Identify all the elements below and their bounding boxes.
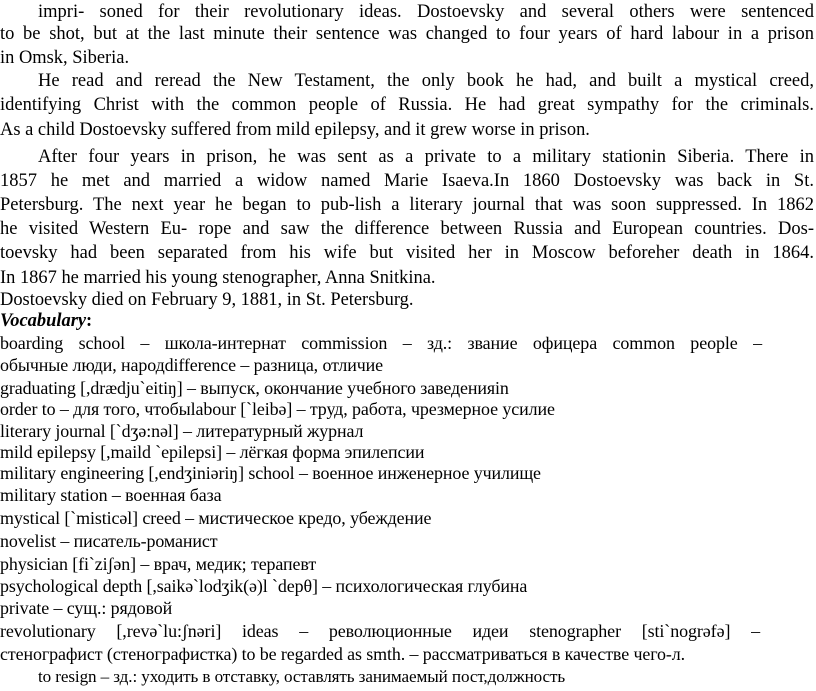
vocab-line: graduating [,drædju`eitiŋ] – выпуск, окончание учебного заведенияin bbox=[0, 378, 509, 398]
text-line: After four years in prison, he was sent as a private to a military stationin Siberia. There in bbox=[38, 147, 814, 167]
text-line: Petersburg. The next year he began to pub-lish a literary journal that was soon suppressed. In 1862 bbox=[0, 195, 814, 215]
vocab-line: order to – для того, чтобыlabour [`leibə] – труд, работа, чрезмерное усилие bbox=[0, 399, 555, 419]
vocab-line: mild epilepsy [,maild `epilepsi] – лёгкая форма эпилепсии bbox=[0, 442, 425, 462]
vocab-line: psychological depth [,saikə`lodʒik(ə)l `depθ] – психологическая глубина bbox=[0, 576, 528, 596]
vocab-line: to resign – зд.: уходить в отставку, оставлять занимаемый пост,должность bbox=[38, 667, 566, 686]
text-line: impri- soned for their revolutionary ideas. Dostoevsky and several others were sentenced bbox=[38, 2, 814, 22]
vocabulary-heading-text: Vocabulary bbox=[0, 310, 87, 330]
vocabulary-heading bbox=[0, 309, 816, 331]
vocab-line: revolutionary [,revə`lu:ʃnəri] ideas – революционные идеи stenographer [sti`nogrəfə] – bbox=[0, 621, 760, 641]
vocab-line: physician [fi`ziʃən] – врач, медик; терапевт bbox=[0, 554, 317, 574]
text-line: 1857 he met and married a widow named Marie Isaeva.In 1860 Dostoevsky was back in St. bbox=[0, 171, 814, 191]
vocab-line: literary journal [`dʒə:nəl] – литературный журнал bbox=[0, 421, 364, 441]
text-line: toevsky had been separated from his wife but visited her in Moscow beforeher death in 1864. bbox=[0, 243, 814, 263]
text-line: to be shot, but at the last minute their sentence was changed to four years of hard labour in a prison bbox=[0, 24, 814, 44]
vocab-line: обычные люди, народdifference – разница, отличие bbox=[0, 355, 384, 375]
vocab-line: mystical [`misticəl] creed – мистическое кредо, убеждение bbox=[0, 508, 432, 528]
vocab-line: military engineering [,endʒiniəriŋ] school – военное инженерное училище bbox=[0, 463, 541, 483]
vocab-line: military station – военная база bbox=[0, 485, 222, 505]
text-line: identifying Christ with the common people of Russia. He had great sympathy for the criminals. bbox=[0, 95, 814, 115]
text-line: he visited Western Eu- rope and saw the difference between Russia and European countries. Dos- bbox=[0, 219, 814, 239]
text-line: As a child Dostoevsky suffered from mild epilepsy, and it grew worse in prison. bbox=[0, 119, 590, 139]
vocab-line: стенографист (стенографистка) to be regarded as smth. – рассматриваться в качестве чего-л. bbox=[0, 644, 686, 664]
text-line: in Omsk, Siberia. bbox=[0, 47, 130, 67]
text-line: He read and reread the New Testament, the only book he had, and built a mystical creed, bbox=[38, 71, 814, 91]
vocab-line: boarding school – школа-интернат commission – зд.: звание офицера common people – bbox=[0, 333, 762, 353]
vocab-line: novelist – писатель-романист bbox=[0, 531, 218, 551]
vocab-line: private – сущ.: рядовой bbox=[0, 598, 173, 618]
text-line: In 1867 he married his young stenographer, Anna Snitkina. bbox=[0, 267, 436, 287]
text-line: Dostoevsky died on February 9, 1881, in St. Petersburg. bbox=[0, 289, 414, 309]
vocabulary-heading-colon: : bbox=[86, 310, 93, 330]
